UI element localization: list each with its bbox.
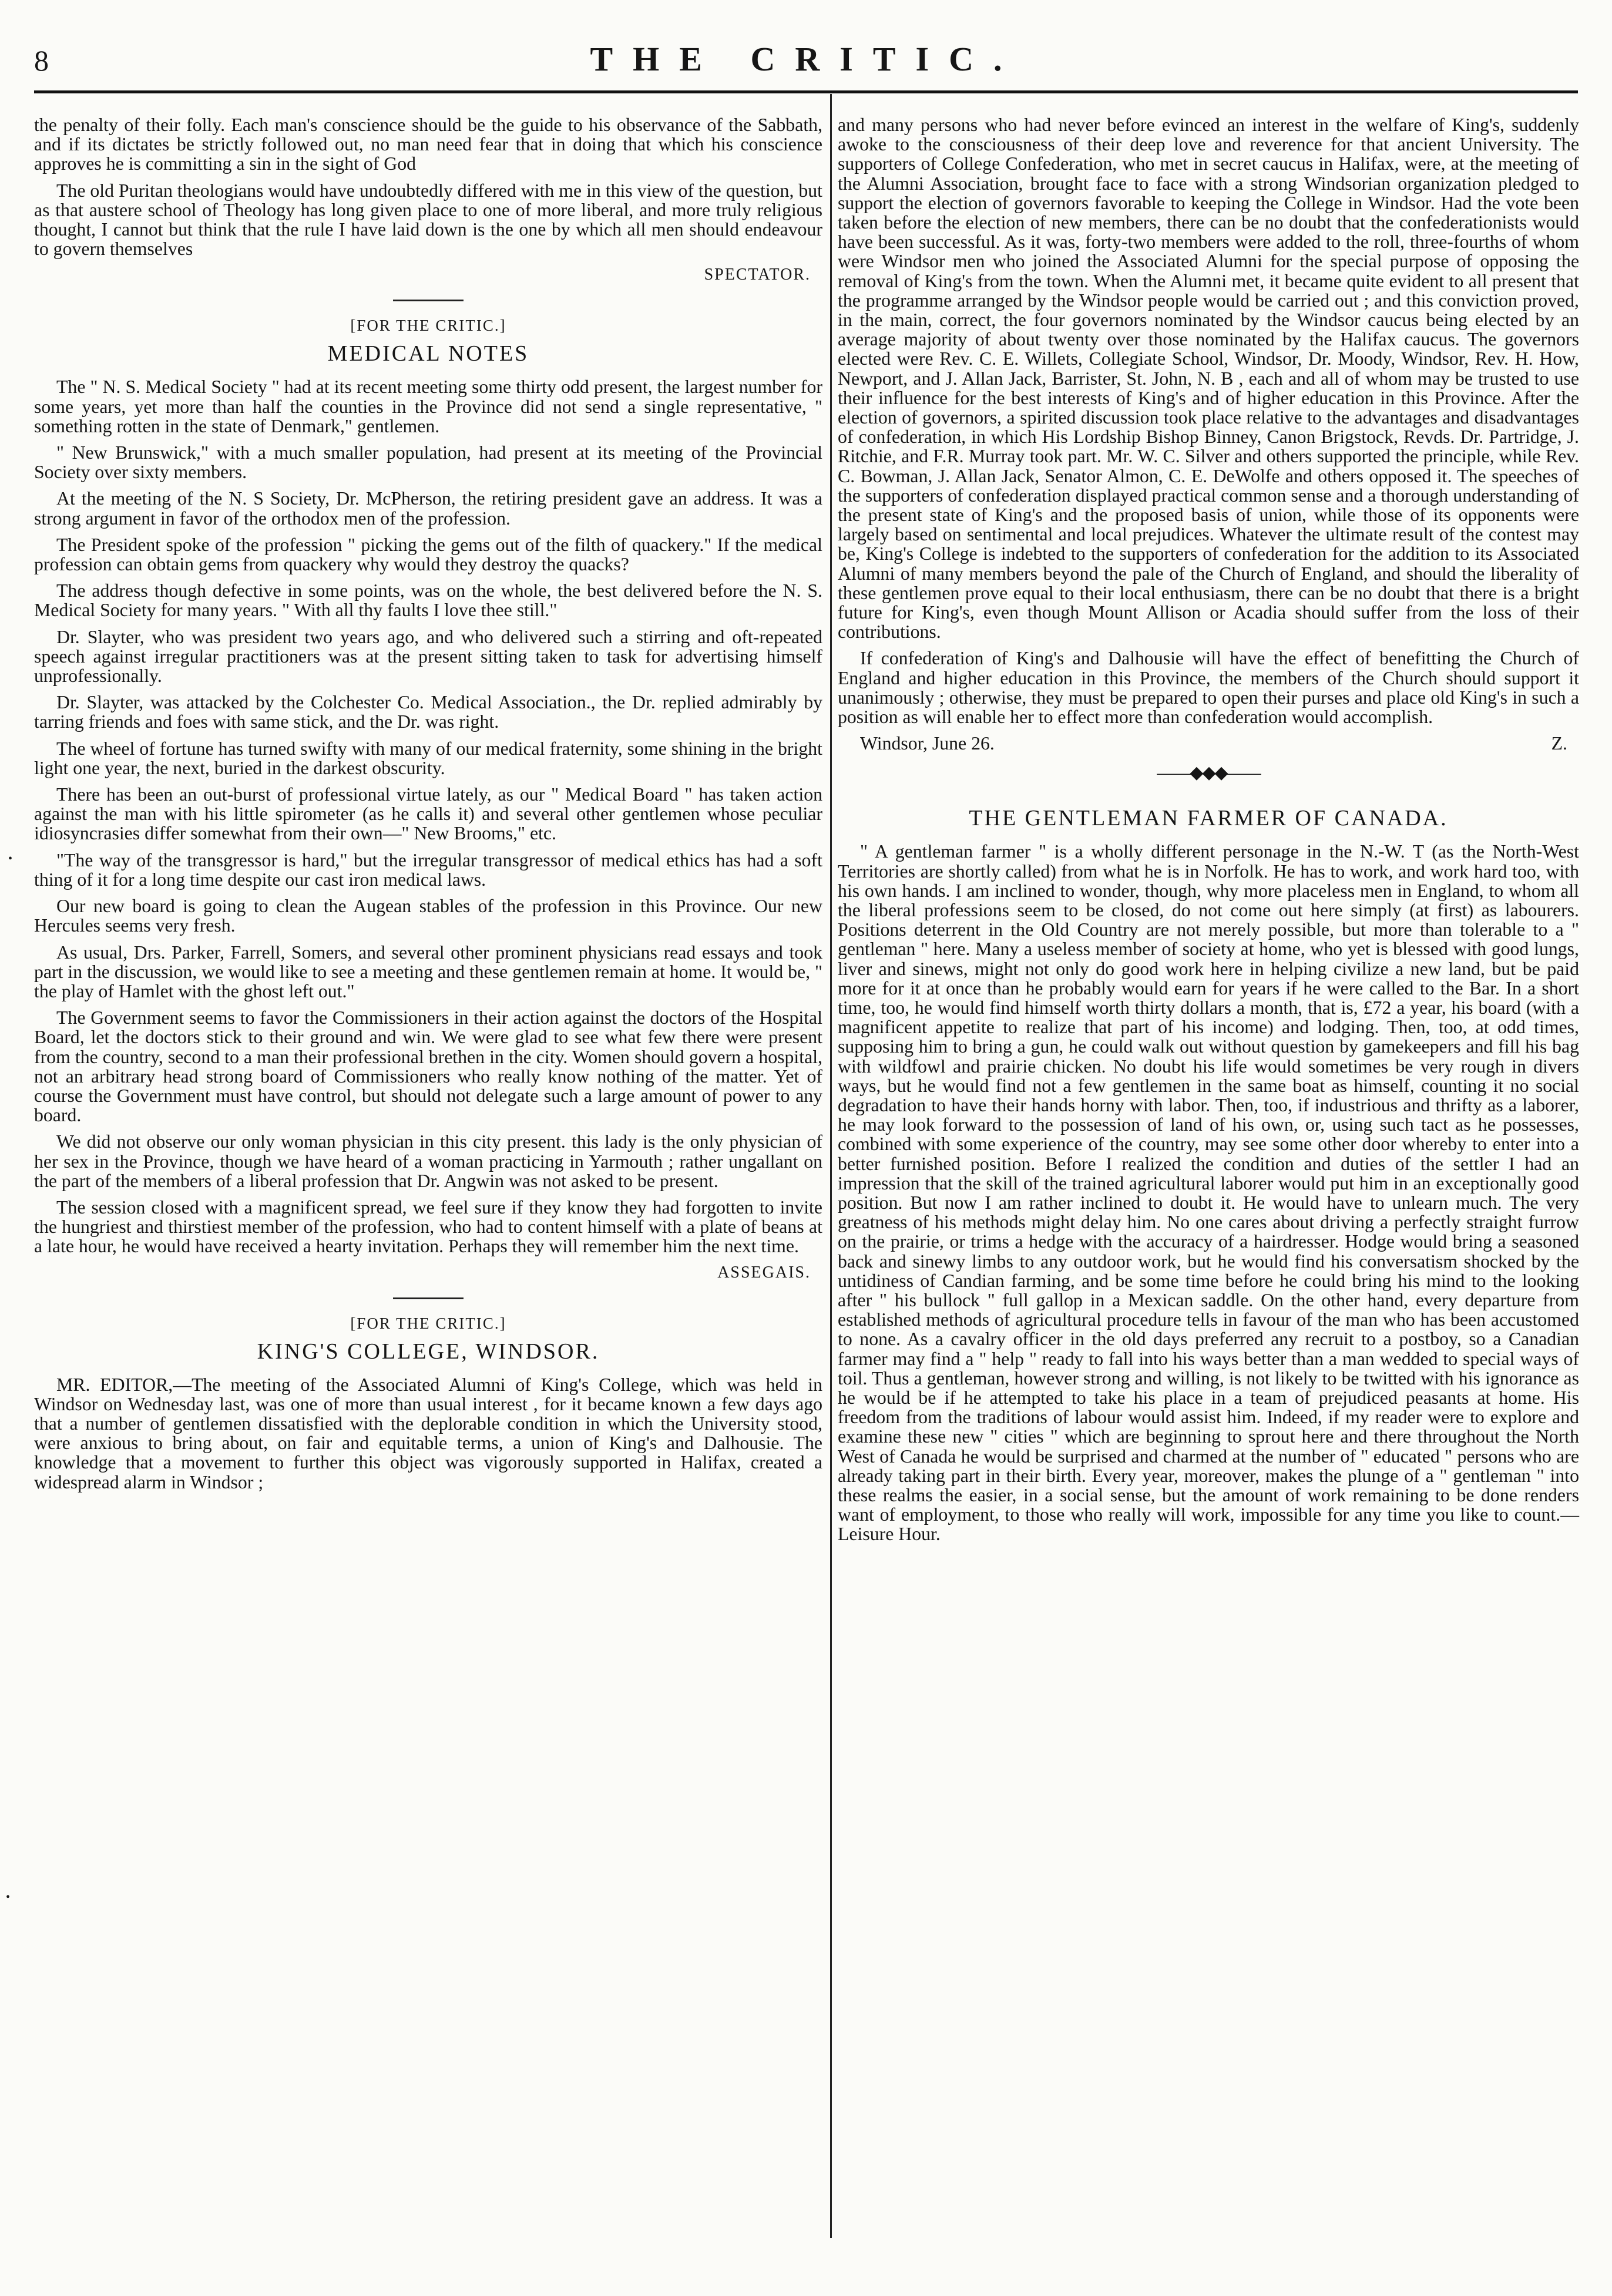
signature: ASSEGAIS. xyxy=(717,1263,811,1282)
margin-mark: • xyxy=(6,1891,11,1904)
article-paragraph: " A gentleman farmer " is a wholly different personage in the N.-W. T (as the North-West Territories are shortly called) from what he is in Norfolk. He has to work, and work hard too, with his own hands. I am inclined to wonder, though, why more placeless men in England, to whom all the liberal professions seem to be closed, do not come out here simply (at first) as labourers. Positions deterrent in the Old Country are not merely possible, but more than tolerable to a " gentleman " here. Many a useless member of society at home, who yet is blessed with good lungs, liver and sinews, might not only do good work here in helping civilize a new land, but be paid more for it at once than he probably would earn for years if he were called to the Bar. In a short time, too, he would find himself worth thirty dollars a month, that is, £72 a year, his board (with a magnificent appetite to realize that part of his income) and lodging. Then, too, at odd times, supposing him to bring a gun, he could walk out without question by gamekeepers and fill his bag with wildfowl and prairie chicken. No doubt his life would sometimes be very rough in divers ways, but he would find not a few gentlemen in the same boat as himself, counting it no social degradation to have their hands horny with labor. Then, too, if industrious and thrifty as a laborer, he may look forward to the possession of land of his own, or, using such tact as he possesses, combined with some experience of the country, may see some other door whereby to enter into a better furnished position. Before I realized the condition and duties of the settler I had an impression that the skill of the trained agricultural laborer would put him in an exceptionally good position. But now I am rather inclined to doubt it. He would have to unlearn much. The very greatness of his methods might delay him. No one cares about driving a perfectly straight furrow on the prairie, or trims a hedge with the accuracy of a hairdresser. Hodge would bring a seasoned back and sinewy limbs to any outdoor work, but he would find his conversatism shocked by the untidiness of Candian farming, and be some time before he could bring his mind to the looking after " his bullock " full gallop in a Mexican saddle. On the other hand, every departure from established methods of agricultural procedure tells in favour of the man who has been accustomed to none. As a cavalry officer in the old days preferred any recruit to a postboy, so a Canadian farmer may find a " help " ready to fall into his ways better than a man wedded to special ways of toil. Thus a gentleman, however strong and willing, is not likely to be twitted with his ignorance as he would be if he attempted to take his place in a team of prejudiced peasants at home. His freedom from the traditions of labour would assist him. Indeed, if my reader were to explore and examine these new " cities " which are beginning to sprout here and there throughout the North West of Canada he would be surprised and charmed at the number of " educated " persons who are already taking part in their birth. Every year, moreover, makes the plunge of a " gentleman " into these realms the easier, in a social sense, but the amount of work remaining to be done renders want of employment, to those who really will work, impossible for any time you like to count.—Leisure Hour. xyxy=(838,841,1579,1545)
article-paragraph: We did not observe our only woman physician in this city present. this lady is the only physician of her sex in the Province, though we have heard of a woman practicing in Yarmouth ; rather ungallant on the part of the members of a liberal profession that Dr. Angwin was not asked to be present. xyxy=(34,1131,822,1191)
header-rule xyxy=(34,90,1578,93)
article-paragraph: The " N. S. Medical Society " had at its recent meeting some thirty odd present, the largest number for some years, yet more than half the counties in the Province did not send a single representative, " something rotten in the state of Denmark," gentlemen. xyxy=(34,376,822,436)
article-paragraph: The old Puritan theologians would have undoubtedly differed with me in this view of the question, but as that austere school of Theology has long given place to one of more liberal, and more truly religious thought, I cannot but think that the rule I have laid down is the one by which all men should endeavour to govern themselves xyxy=(34,180,822,260)
margin-mark: • xyxy=(8,852,13,865)
right-column xyxy=(838,115,1579,1551)
article-paragraph: Our new board is going to clean the Augean stables of the profession in this Province. Our new Hercules seems very fresh. xyxy=(34,896,822,936)
article-paragraph: There has been an out-burst of professional virtue lately, as our " Medical Board " has taken action against the man with his little spirometer (as he calls it) and several other gentlemen whose peculiar idiosyncrasies differ somewhat from their own—" New Brooms," etc. xyxy=(34,784,822,844)
article-paragraph: the penalty of their folly. Each man's conscience should be the guide to his observance of the Sabbath, and if its dictates be strictly followed out, no man need fear that in doing that which his conscience approves he is committing a sin in the sight of God xyxy=(34,115,822,174)
left-column xyxy=(34,115,822,1499)
article-paragraph: MR. EDITOR,—The meeting of the Associated Alumni of King's College, which was held in Windsor on Wednesday last, was one of more than usual interest , for it became known a few days ago that a number of gentlemen dissatisfied with the deplorable condition in which the University stood, were anxious to bring about, on fair and equitable terms, a union of King's and Dalhousie. The knowledge that a movement to further this object was vigorously supported in Halifax, created a widespread alarm in Windsor ; xyxy=(34,1374,822,1492)
article-paragraph: "The way of the transgressor is hard," but the irregular transgressor of medical ethics has had a soft thing of it for a long time despite our cast iron medical laws. xyxy=(34,849,822,890)
article-paragraph: At the meeting of the N. S Society, Dr. McPherson, the retiring president gave an address. It was a strong argument in favor of the orthodox men of the profession. xyxy=(34,488,822,529)
article-paragraph: The session closed with a magnificent spread, we feel sure if they know they had forgotten to invite the hungriest and thirstiest member of the profession, who had to content himself with a plate of beans at a late hour, he would have received a hearty invitation. Perhaps they will remember him the next time. xyxy=(34,1196,822,1257)
section-divider xyxy=(393,1297,464,1299)
for-the-critic-label: [FOR THE CRITIC.] xyxy=(350,317,506,335)
article-paragraph: and many persons who had never before evinced an interest in the welfare of King's, suddenly awoke to the consciousness of their deep love and reverence for that ancient University. The supporters of College Confederation, who met in secret caucus in Halifax, were, at the meeting of the Alumni Association, brought face to face with a strong Windsorian organization pledged to support the election of governors favorable to keeping the College in Windsor. Had the vote been taken before the election of new members, there can be no doubt that the confederationists would have been successful. As it was, forty-two members were added to the roll, three-fourths of whom were Windsor men who joined the Associated Alumni for the special purpose of opposing the removal of King's from the town. When the Alumni met, it became quite evident to all present that the programme arranged by the Windsor people would be carried out ; and this conviction proved, in the main, correct, the four governors nominated by the Windsor caucus being elected by an average majority of about twenty over those nominated by the Halifax caucus. The governors elected were Rev. C. E. Willets, Collegiate School, Windsor, Dr. Moody, Windsor, Rev. H. How, Newport, and J. Allan Jack, Barrister, St. John, N. B , each and all of whom may be trusted to use their influence for the best interests of King's and of higher education in this Province. After the election of governors, a spirited discussion took place relative to the advantages and disadvantages of confederation, in which His Lordship Bishop Binney, Canon Brigstock, Revds. Dr. Partridge, J. Ritchie, and F.R. Murray took part. Mr. W. C. Silver and others supported the principle, while Rev. C. Bowman, J. Allan Jack, Senator Almon, C. E. DeWolfe and others opposed it. The speeches of the supporters of confederation displayed practical common sense and a thorough understanding of the present state of King's and the proposed basis of union, while those of its opponents were largely based on sentimental and local prejudices. Whatever the ultimate result of the contest may be, King's College is indebted to the supporters of confederation for the addition to its Associated Alumni of many members beyond the pale of the Church of England, and should the liberality of these gentlemen prove equal to their local enthusiasm, there can be no doubt that there is a bright future for King's, even though Mount Allison or Acadia should suffer from the loss of their contributions. xyxy=(838,115,1579,643)
page-number: 8 xyxy=(34,44,49,77)
article-paragraph: The address though defective in some points, was on the whole, the best delivered before the N. S. Medical Society for many years. " With all thy faults I love thee still." xyxy=(34,580,822,621)
article-paragraph: The President spoke of the profession " picking the gems out of the filth of quackery." If the medical profession can obtain gems from quackery why would they destroy the quacks? xyxy=(34,534,822,575)
article-paragraph: As usual, Drs. Parker, Farrell, Somers, and several other prominent physicians read essays and took part in the discussion, we would like to see a meeting and these gentlemen remain at home. It would be, " the play of Hamlet with the ghost left out." xyxy=(34,942,822,1001)
ornament-divider: ——◆◆◆—— xyxy=(1157,763,1260,783)
article-title: KING'S COLLEGE, WINDSOR. xyxy=(257,1339,600,1364)
article-paragraph: Dr. Slayter, was attacked by the Colchester Co. Medical Association., the Dr. replied admirably by tarring friends and foes with same stick, and the Dr. was right. xyxy=(34,692,822,732)
article-paragraph: " New Brunswick," with a much smaller population, had present at its meeting of the Provincial Society over sixty members. xyxy=(34,442,822,483)
article-title: THE GENTLEMAN FARMER OF CANADA. xyxy=(969,806,1448,831)
signature: SPECTATOR. xyxy=(704,265,811,284)
article-paragraph: The Government seems to favor the Commissioners in their action against the doctors of the Hospital Board, let the doctors stick to their ground and win. We were glad to see what few there were present from the country, second to a man their professional brethen in the city. Women should govern a hospital, not an arbitrary head strong board of Commissioners who really know nothing of the matter. Yet of course the Government must have control, but should not delegate such a large amount of power to any board. xyxy=(34,1007,822,1126)
for-the-critic-label: [FOR THE CRITIC.] xyxy=(350,1314,506,1332)
column-rule xyxy=(830,94,832,2238)
section-divider xyxy=(393,300,464,301)
article-paragraph: If confederation of King's and Dalhousie will have the effect of benefitting the Church of England and higher education in this Province, the members of the Church should support it unanimously ; otherwise, they must be prepared to open their purses and place old King's in such a position as will enable her to effect more than confederation would accomplish. xyxy=(838,648,1579,728)
dateline: Windsor, June 26. xyxy=(860,733,995,754)
article-title: MEDICAL NOTES xyxy=(327,341,529,367)
masthead: THE CRITIC. xyxy=(590,40,1022,78)
article-paragraph: Dr. Slayter, who was president two years ago, and who delivered such a stirring and oft-repeated speech against irregular practitioners was at the present sitting taken to task for advertising himself unprofessionally. xyxy=(34,626,822,687)
signature: Z. xyxy=(1551,733,1567,754)
dateline-row xyxy=(838,734,1579,754)
article-paragraph: The wheel of fortune has turned swifty with many of our medical fraternity, some shining in the bright light one year, the next, buried in the darkest obscurity. xyxy=(34,738,822,778)
